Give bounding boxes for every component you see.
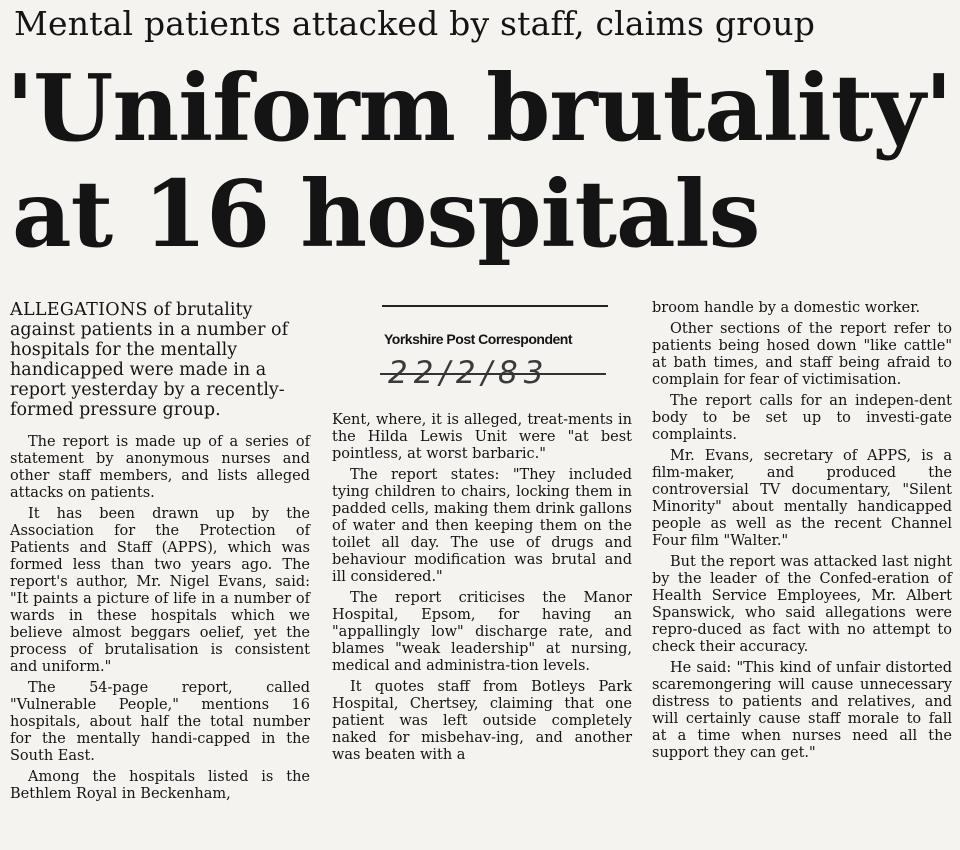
handwritten-date: 22/2/83 <box>388 355 550 391</box>
paragraph: broom handle by a domestic worker. <box>652 300 921 316</box>
paragraph: Kent, where, it is alleged, treat-ments in the Hilda Lewis Unit were "at best pointless, at worst barbaric." <box>332 412 632 462</box>
paragraph: The report calls for an indepen-dent body to be set up to investi-gate complaints. <box>652 393 952 443</box>
article-column-2 <box>332 412 632 764</box>
lead-text: of brutality against patients in a number of hospitals for the mentally handicapped were made in a report yesterday by a recently-formed pressure group. <box>10 300 289 420</box>
paragraph: The report is made up of a series of statement by anonymous nurses and other staff members, and lists alleged attacks on patients. <box>10 434 310 501</box>
main-headline <box>6 56 952 266</box>
paragraph: Among the hospitals listed is the Bethlem Royal in Beckenham, <box>10 769 310 802</box>
paragraph: The report states: "They included tying children to chairs, locking them in padded cells, making them drink gallons of water and then keeping them on the toilet all day. The use of drugs and behaviour modification was brutal and ill considered." <box>332 467 632 585</box>
paragraph: It quotes staff from Botleys Park Hospital, Chertsey, claiming that one patient was left outside completely naked for misbehav-ing, and another was beaten with a <box>332 679 632 763</box>
divider-rule <box>382 305 608 307</box>
paragraph: Mr. Evans, secretary of APPS, is a film-maker, and produced the controversial TV documentary, "Silent Minority" about mentally handicapped people as well as the recent Channel Four film "Walter." <box>652 448 952 549</box>
lead-caps: ALLEGATIONS <box>10 300 148 320</box>
paragraph: Other sections of the report refer to patients being hosed down "like cattle" at bath times, and staff being afraid to complain for fear of victimisation. <box>652 321 952 388</box>
paragraph: The 54-page report, called "Vulnerable People," mentions 16 hospitals, about half the total number for the mentally handi-capped in the South East. <box>10 680 310 764</box>
headline-line-1: 'Uniform brutality' <box>6 54 952 162</box>
date-strike-rule <box>380 373 606 375</box>
byline-box <box>340 303 630 407</box>
paragraph: But the report was attacked last night by the leader of the Confed-eration of Health Service Employees, Mr. Albert Spanswick, who said allegations were repro-duced as fact with no attempt to check their accuracy. <box>652 554 952 655</box>
lead-paragraph <box>10 300 310 420</box>
article-column-3 <box>652 300 952 762</box>
paragraph: He said: "This kind of unfair distorted scaremongering will cause unnecessary distress to patients and relatives, and will certainly cause staff morale to fall at a time when nurses need all the support they can get." <box>652 660 952 761</box>
paragraph: The report criticises the Manor Hospital, Epsom, for having an "appallingly low" discharge rate, and blames "weak leadership" at nursing, medical and administra-tion levels. <box>332 590 632 674</box>
kicker-headline: Mental patients attacked by staff, claims group <box>14 4 816 43</box>
headline-line-2: at 16 hospitals <box>12 160 760 268</box>
byline: Yorkshire Post Correspondent <box>384 331 573 347</box>
paragraph: It has been drawn up by the Association for the Protection of Patients and Staff (APPS), which was formed less than two years ago. The report's author, Mr. Nigel Evans, said: "It paints a picture of life in a number of wards in these hospitals which we believe almost beggars oelief, yet the process of brutalisation is consistent and uniform." <box>10 506 310 675</box>
article-column-1 <box>10 300 310 803</box>
